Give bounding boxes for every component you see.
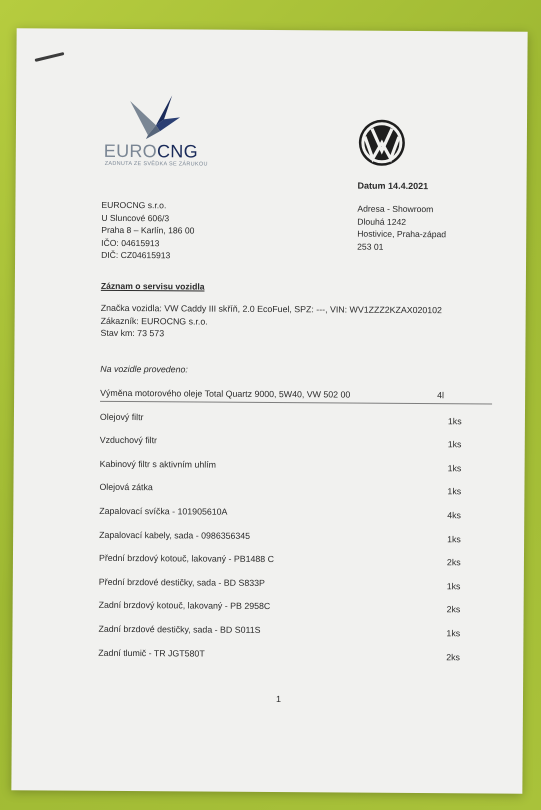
- vw-logo-icon: [358, 119, 406, 172]
- item-name: Kabinový filtr s aktivním uhlím: [99, 458, 217, 470]
- item-qty: 1ks: [447, 533, 461, 544]
- item-name: Olejový filtr: [99, 411, 144, 422]
- company-line: Praha 8 – Karlín, 186 00: [101, 225, 195, 236]
- address-line: Dlouhá 1242: [357, 216, 407, 227]
- item-qty: 2ks: [446, 557, 461, 568]
- item-name: Zapalovací svíčka - 101905610A: [99, 505, 228, 517]
- company-line: IČO: 04615913: [101, 237, 160, 249]
- vehicle-line: Značka vozidla: VW Caddy III skříň, 2.0 EcoFuel, SPZ: ---, VIN: WV1ZZZ2KZAX020102: [100, 302, 442, 316]
- address-line: Adresa - Showroom: [357, 203, 434, 215]
- company-line: DIČ: CZ04615913: [101, 250, 171, 261]
- eurocng-logo-text: [104, 141, 198, 163]
- item-qty: 2ks: [446, 651, 461, 662]
- company-line: U Sluncové 606/3: [101, 212, 170, 223]
- item-name: Přední brzdové destičky, sada - BD S833P: [98, 576, 265, 588]
- item-name: Olejová zátka: [99, 482, 153, 493]
- item-underline: [100, 401, 492, 405]
- company-address-block: [101, 199, 195, 263]
- item-qty: 1ks: [446, 628, 461, 639]
- item-name: Zapalovací kabely, sada - 0986356345: [99, 529, 251, 541]
- service-item: [99, 526, 491, 552]
- logo-text-cng: CNG: [156, 141, 199, 162]
- service-item: [98, 644, 490, 670]
- address-line: Hostivice, Praha-západ: [357, 228, 447, 240]
- service-item: [99, 597, 491, 623]
- pen-mark: [35, 52, 65, 62]
- service-item: [99, 550, 491, 576]
- vehicle-info-block: [100, 302, 442, 342]
- vehicle-line: Stav km: 73 573: [100, 328, 165, 339]
- item-qty: 1ks: [446, 580, 461, 592]
- document-date: Datum 14.4.2021: [357, 180, 429, 192]
- item-name: Přední brzdový kotouč, lakovaný - PB1488 C: [98, 552, 275, 565]
- address-line: 253 01: [357, 241, 384, 252]
- item-qty: 1ks: [447, 415, 462, 426]
- item-name: Vzduchový filtr: [99, 435, 158, 446]
- service-item: [99, 574, 491, 600]
- item-name: Výměna motorového oleje Total Quartz 9000, 5W40, VW 502 00: [100, 387, 351, 400]
- item-qty: 4ks: [447, 510, 462, 521]
- item-name: Zadní tlumič - TR JGT580T: [98, 647, 205, 659]
- logo-text-euro: EURO: [103, 140, 158, 162]
- vehicle-line: Zákazník: EUROCNG s.r.o.: [100, 315, 208, 327]
- item-name: Zadní brzdové destičky, sada - BD S011S: [98, 623, 261, 635]
- service-item: [99, 479, 491, 505]
- item-qty: 1ks: [447, 439, 462, 450]
- showroom-address-block: [357, 203, 446, 254]
- performed-label: Na vozidle provedeno:: [100, 363, 188, 375]
- item-name: Zadní brzdový kotouč, lakovaný - PB 2958C: [98, 600, 271, 612]
- item-qty: 1ks: [447, 463, 462, 474]
- page-number: 1: [275, 694, 282, 705]
- service-item: [100, 432, 492, 458]
- item-qty: 4l: [437, 390, 445, 401]
- item-qty: 2ks: [446, 604, 461, 615]
- section-title: Záznam o servisu vozidla: [100, 280, 205, 292]
- service-items-list: [98, 385, 492, 671]
- logo-tagline: ZADNUTA ZE SVĚDKA SE ZÁRUKOU: [104, 160, 208, 168]
- item-qty: 1ks: [447, 486, 462, 497]
- service-item: [100, 408, 492, 434]
- service-record-sheet: [11, 28, 527, 794]
- service-item: [99, 503, 491, 529]
- eurocng-bird-icon: [126, 95, 182, 144]
- service-item: [98, 621, 490, 647]
- service-item: [100, 456, 492, 482]
- service-item: [100, 385, 492, 411]
- company-line: EUROCNG s.r.o.: [101, 199, 167, 211]
